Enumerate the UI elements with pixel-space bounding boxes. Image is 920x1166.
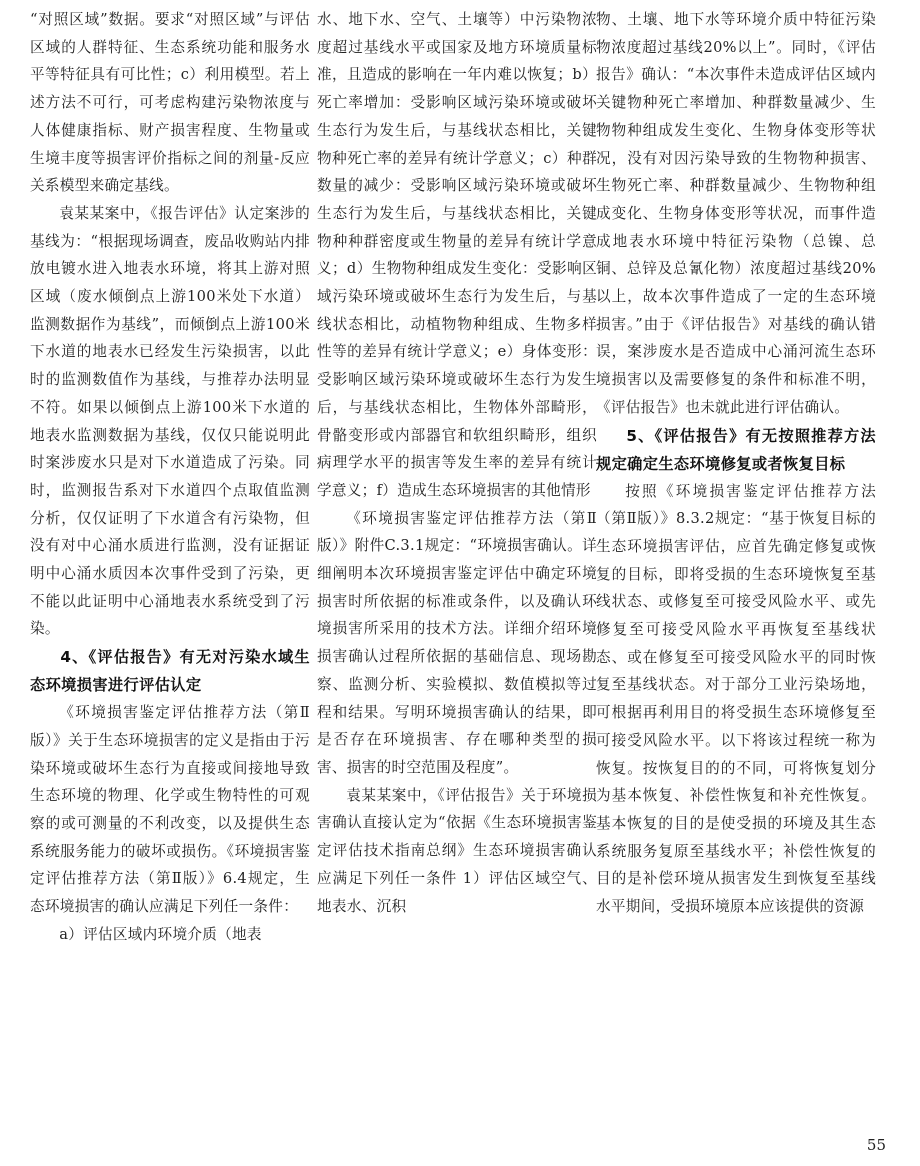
paragraph: 物、土壤、地下水等环境介质中特征污染物浓度超过基线20%以上”。同时，《评估报告》确认：“本次事件未造成评估区域内关键物种死亡率增加、种群数量减少、生物物种组成发生变化、生物身体变形等状况，没有对因污染导致的生物物种损害、生物死亡率、种群数量减少、生物物种组成变化、生物身体变形等状况，而事件造成地表水环境中特征污染物（总镍、总铜、总锌及总氰化物）浓度超过基线20%以上，故本次事件造成了一定的生态环境损害。”由于《评估报告》对基线的确认错误，案涉废水是否造成中心涌河流生态环境损害以及需要修复的条件和标准不明，《评估报告》也未就此进行评估确认。 <box>596 11 876 416</box>
paragraph: 《环境损害鉴定评估推荐方法（第Ⅱ版）》关于生态环境损害的定义是指由于污染环境或破坏生态行为直接或间接地导致生态环境的物理、化学或生物特性的可观察的或可测量的不利改变，以及提供生态系统服务能力的破坏或损伤。《环境损害鉴定评估推荐方法（第Ⅱ版）》6.4规定，生态环境损害的确认应满足下列任一条件： <box>30 704 310 916</box>
text-column-2 <box>317 6 597 920</box>
paragraph: 袁某某案中，《评估报告》关于环境损害确认直接认定为“依据《生态环境损害鉴定评估技术指南总纲》生态环境损害确认应满足下列任一条件 1）评估区域空气、地表水、沉积 <box>317 786 597 915</box>
paragraph: “对照区域”数据。要求“对照区域”与评估区域的人群特征、生态系统功能和服务水平等特征具有可比性；c）利用模型。若上述方法不可行，可考虑构建污染物浓度与人体健康指标、财产损害程度、生物量或生境丰度等损害评价指标之间的剂量-反应关系模型来确定基线。 <box>30 11 310 195</box>
page-number: 55 <box>866 1136 886 1154</box>
paragraph: 袁某某案中，《报告评估》认定案涉的基线为：“根据现场调查，废品收购站内排放电镀水进入地表水环境，将其上游对照区域（废水倾倒点上游100米处下水道）监测数据作为基线”，而倾倒点上游100米下水道的地表水已经发生污染损害，以此时的监测数值作为基线，与推荐办法明显不符。如果以倾倒点上游100米下水道的地表水监测数据为基线，仅仅只能说明此时案涉废水只是对下水道造成了污染。同时，监测报告系对下水道四个点取值监测分析，仅仅证明了下水道含有污染物，但没有对中心涌水质进行监测，没有证据证明中心涌水质因本次事件受到了污染，更不能以此证明中心涌地表水系统受到了污染。 <box>30 204 310 638</box>
paragraph: 水、地下水、空气、土壤等）中污染物浓度超过基线水平或国家及地方环境质量标准，且造成的影响在一年内难以恢复；b）死亡率增加：受影响区域污染环境或破坏生态行为发生后，与基线状态相比，关键物种死亡率的差异有统计学意义；c）种群数量的减少：受影响区域污染环境或破坏生态行为发生后，与基线状态相比，关键物种种群密度或生物量的差异有统计学意义；d）生物物种组成发生变化：受影响区域污染环境或破坏生态行为发生后，与基线状态相比，动植物物种组成、生物多样性等的差异有统计学意义；e）身体变形：受影响区域污染环境或破坏生态行为发生后，与基线状态相比，生物体外部畸形，骨骼变形或内部器官和软组织畸形，组织病理学水平的损害等发生率的差异有统计学意义；f）造成生态环境损害的其他情形 <box>317 11 597 499</box>
paragraph: a）评估区域内环境介质（地表 <box>59 925 262 943</box>
text-column-1 <box>30 6 310 949</box>
paragraph: 按照《环境损害鉴定评估推荐方法（第Ⅱ版）》8.3.2规定：“基于恢复目标的生态环境损害评估，应首先确定修复或恢复的目标，即将受损的生态环境恢复至基线状态、或修复至可接受风险水平、或先修复至可接受风险水平再恢复至基线状态、或在修复至可接受风险水平的同时恢复至基线状态。对于部分工业污染场地，可根据再利用目的将受损生态环境修复至可接受风险水平。以下将该过程统一称为恢复。按恢复目的的不同，可将恢复划分为基本恢复、补偿性恢复和补充性恢复。基本恢复的目的是使受损的环境及其生态系统服务复原至基线水平；补偿性恢复的目的是补偿环境从损害发生到恢复至基线水平期间，受损环境原本应该提供的资源 <box>596 482 876 916</box>
paragraph: 《环境损害鉴定评估推荐方法（第Ⅱ版）》附件C.3.1规定：“环境损害确认。详细阐明本次环境损害鉴定评估中确定环境损害时所依据的标准或条件，以及确认环境损害所采用的技术方法。详细介绍环境损害确认过程所依据的基础信息、现场勘察、监测分析、实验模拟、数值模拟等过程和结果。写明环境损害确认的结果，即是否存在环境损害、存在哪种类型的损害、损害的时空范围及程度”。 <box>317 509 597 776</box>
section-heading: 4、《评估报告》有无对污染水域生态环境损害进行评估认定 <box>30 648 310 695</box>
section-heading: 5、《评估报告》有无按照推荐方法规定确定生态环境修复或者恢复目标 <box>596 426 876 473</box>
text-column-3 <box>596 6 876 921</box>
